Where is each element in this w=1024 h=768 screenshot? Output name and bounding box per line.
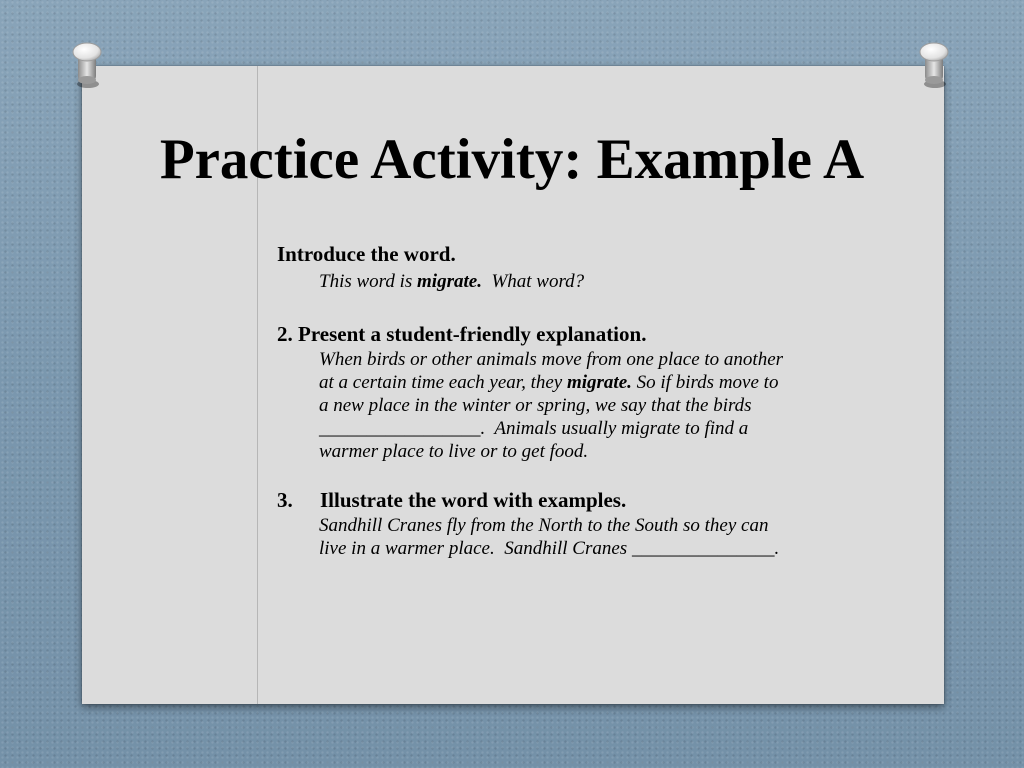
body-line bbox=[319, 514, 877, 537]
section-number: 3. bbox=[277, 488, 293, 512]
push-pin-icon bbox=[917, 40, 951, 90]
text-run: _________________. Animals usually migrate to find a bbox=[319, 418, 749, 439]
slide-title: Practice Activity: Example A bbox=[159, 128, 865, 191]
section-heading bbox=[277, 487, 877, 514]
section-heading-text: Introduce the word. bbox=[277, 242, 456, 266]
bold-term: migrate. bbox=[566, 372, 632, 393]
body-line bbox=[319, 537, 877, 560]
text-run: When birds or other animals move from one place to another bbox=[319, 349, 784, 370]
section-body bbox=[277, 268, 877, 295]
section-heading bbox=[277, 241, 877, 268]
text-run: This word is bbox=[319, 271, 418, 292]
text-run: at a certain time each year, they bbox=[319, 372, 567, 393]
body-line bbox=[319, 268, 877, 295]
body-line bbox=[319, 371, 877, 394]
text-run: So if birds move to bbox=[631, 372, 779, 393]
section-introduce bbox=[277, 241, 877, 295]
body-line bbox=[319, 348, 877, 371]
section-body bbox=[277, 514, 877, 560]
push-pin-icon bbox=[70, 40, 104, 90]
section-heading-text: Present a student-friendly explanation. bbox=[298, 322, 647, 346]
section-number: 2. bbox=[277, 322, 293, 346]
body-line bbox=[319, 440, 877, 463]
section-heading bbox=[277, 321, 877, 348]
section-body bbox=[277, 348, 877, 463]
body-line bbox=[319, 417, 877, 440]
text-run: a new place in the winter or spring, we say that the birds bbox=[319, 395, 752, 416]
text-run: What word? bbox=[481, 271, 585, 292]
slide-content bbox=[277, 241, 877, 560]
section-explanation bbox=[277, 321, 877, 463]
body-line bbox=[319, 394, 877, 417]
section-heading-text: Illustrate the word with examples. bbox=[320, 488, 627, 512]
text-run: Sandhill Cranes fly from the North to the South so they can bbox=[319, 515, 769, 536]
text-run: live in a warmer place. Sandhill Cranes _______________. bbox=[319, 538, 780, 559]
text-run: warmer place to live or to get food. bbox=[319, 441, 589, 462]
section-illustrate bbox=[277, 487, 877, 560]
bold-term: migrate. bbox=[417, 271, 482, 292]
